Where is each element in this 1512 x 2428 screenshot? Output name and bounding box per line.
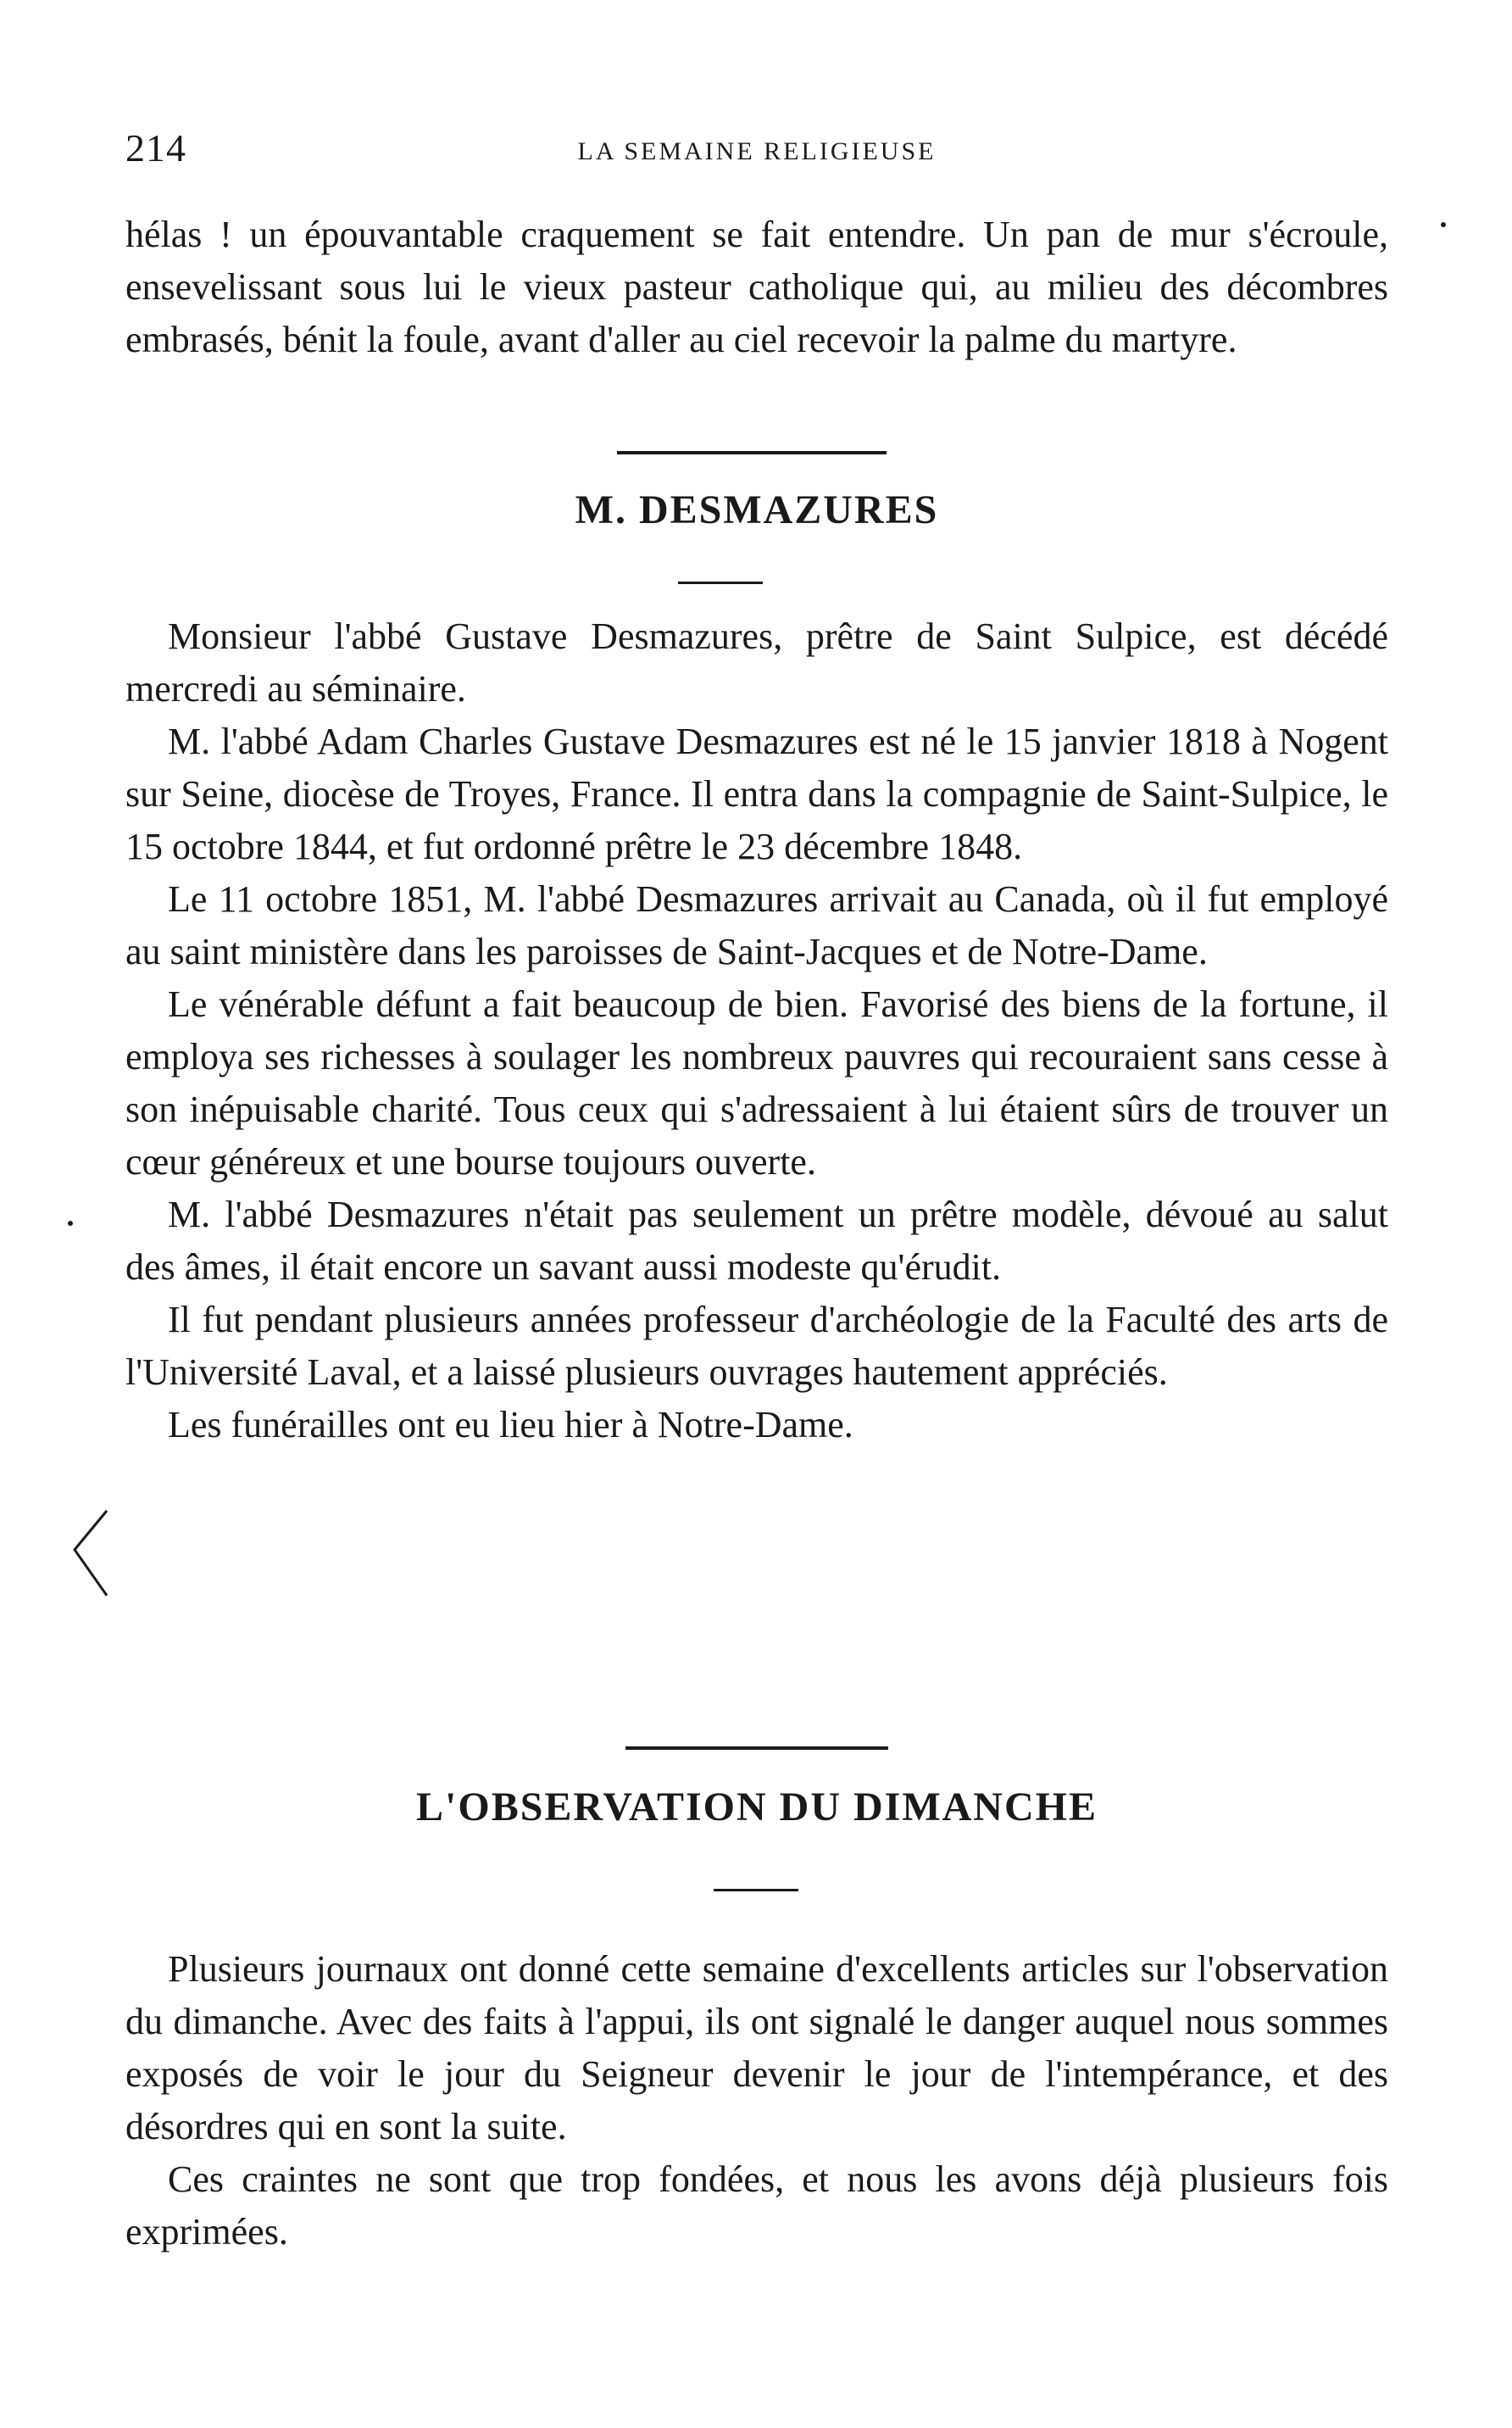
ink-speck <box>68 1221 73 1226</box>
page-number: 214 <box>125 126 186 170</box>
paragraph: Il fut pendant plusieurs années professeur d'archéologie de la Faculté des arts de l'Université Laval, et a laissé plusieurs ouvrages hautement appréciés. <box>125 1299 1388 1393</box>
title-underline <box>678 582 763 584</box>
section-title-dimanche: L'OBSERVATION DU DIMANCHE <box>416 1785 1098 1829</box>
paragraph: Le vénérable défunt a fait beaucoup de bien. Favorisé des biens de la fortune, il employa ses richesses à soulager les nombreux pauvres qui recouraient sans cesse à son inépuisable charité. Tous ceux qui s'adressaient à lui étaient sûrs de trouver un cœur généreux et une bourse toujours ouverte. <box>125 983 1388 1183</box>
intro-paragraph: hélas ! un épouvantable craquement se fait entendre. Un pan de mur s'écroule, ensevelissant sous lui le vieux pasteur catholique qui, au milieu des décombres embrasés, bénit la foule, avant d'aller au ciel recevoir la palme du martyre. <box>125 214 1388 360</box>
desmazures-text-block <box>125 610 1388 1451</box>
paragraph: Plusieurs journaux ont donné cette semaine d'excellents articles sur l'observation du dimanche. Avec des faits à l'appui, ils ont signalé le danger auquel nous sommes exposés de voir le jour du Seigneur devenir le jour de l'intempérance, et des désordres qui en sont la suite. <box>125 1948 1388 2147</box>
intro-text-block <box>125 209 1388 366</box>
section-divider <box>617 451 887 454</box>
paragraph: Les funérailles ont eu lieu hier à Notre-Dame. <box>168 1404 853 1445</box>
section-title-desmazures: M. DESMAZURES <box>575 487 939 532</box>
dimanche-text-block <box>125 1943 1388 2258</box>
paragraph: M. l'abbé Adam Charles Gustave Desmazures est né le 15 janvier 1818 à Nogent sur Seine, diocèse de Troyes, France. Il entra dans la compagnie de Saint-Sulpice, le 15 octobre 1844, et fut ordonné prêtre le 23 décembre 1848. <box>125 721 1388 867</box>
paragraph: Monsieur l'abbé Gustave Desmazures, prêtre de Saint Sulpice, est décédé mercredi au séminaire. <box>125 615 1388 710</box>
margin-bracket-mark <box>69 1507 110 1599</box>
paragraph: Ces craintes ne sont que trop fondées, et nous les avons déjà plusieurs fois exprimées. <box>125 2158 1388 2253</box>
section-divider <box>625 1746 888 1750</box>
ink-speck <box>1441 222 1446 227</box>
paragraph: M. l'abbé Desmazures n'était pas seulement un prêtre modèle, dévoué au salut des âmes, il était encore un savant aussi modeste qu'érudit. <box>125 1194 1388 1288</box>
title-underline <box>714 1889 798 1891</box>
running-title: LA SEMAINE RELIGIEUSE <box>577 137 937 165</box>
paragraph: Le 11 octobre 1851, M. l'abbé Desmazures arrivait au Canada, où il fut employé au saint ministère dans les paroisses de Saint-Jacques et de Notre-Dame. <box>125 878 1388 972</box>
page-header <box>125 125 1388 176</box>
